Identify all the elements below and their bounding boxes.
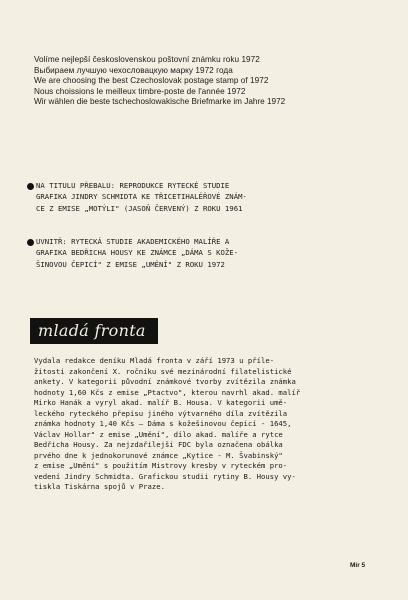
bullet-cover [36, 180, 372, 214]
intro-line-french: Nous choissions le meilleux timbre-poste de l'année 1972 [34, 86, 246, 96]
intro-line-german: Wir wählen die beste tschechoslowakische Briefmarke im Jahre 1972 [34, 97, 286, 107]
print-code: Mir 5 [350, 562, 366, 569]
body-line: Vydala redakce deníku Mladá fronta v září 1973 u příle- [34, 356, 275, 365]
body-line: známka hodnoty 1,40 Kčs — Dáma s kožešinovou čepicí - 1645, [34, 419, 292, 428]
body-line: z emise „Umění" s použitím Mistrovy kresby v ryteckém pro- [34, 461, 288, 470]
body-line: Mirko Hanák a vyryl akad. malíř B. Housa. V kategorii umě- [34, 398, 288, 407]
bullet-dot-icon [27, 239, 34, 246]
body-line: leckého ryteckého přepisu jiného výtvarného díla zvítězila [34, 408, 288, 418]
body-line: Václav Hollar" z emise „Umění", dílo akad. malíře a rytce [34, 429, 283, 439]
body-line: žitosti zakončení X. ročníku své mezinárodní filatelistické [34, 366, 292, 376]
intro-line-russian: Выбираем лучшую чехословацкую марку 1972 года [34, 65, 233, 75]
body-line: hodnoty 1,60 Kčs z emise „Ptactvo", kterou navrhl akad. malíř [34, 387, 301, 397]
intro-line-czech: Volíme nejlepší československou poštovní známku roku 1972 [34, 55, 260, 64]
bullet-inside-line: ŠINOVOU ČEPICÍ" Z EMISE „UMĚNÍ" Z ROKU 1972 [36, 259, 225, 269]
intro-block [34, 55, 374, 108]
body-line: Bedřicha Housy. Za nejzdařilejší FDC byla označena obálka [34, 440, 283, 449]
bullet-inside-line: UVNITŘ: RYTECKÁ STUDIE AKADEMICKÉHO MALÍŘE A [36, 237, 230, 246]
bullet-inside-line: GRAFIKA BEDŘICHA HOUSY KE ZNÁMCE „DÁMA S KOŽE- [36, 248, 239, 258]
publisher-logo [30, 318, 158, 344]
bullet-cover-line: NA TITULU PŘEBALU: REPRODUKCE RYTECKÉ STUDIE [36, 181, 230, 190]
body-paragraph [34, 356, 374, 493]
bullet-cover-line: GRAFIKA JINDRY SCHMIDTA KE TŘICETIHALÉŘOVÉ ZNÁM- [36, 192, 247, 202]
intro-line-english: We are choosing the best Czechoslovak postage stamp of 1972 [34, 76, 269, 86]
body-line: vedení Jindry Schmidta. Grafickou studii rytiny B. Housy vy- [34, 471, 296, 481]
bullet-cover-line: CE Z EMISE „MOTÝLI" (JASOŇ ČERVENÝ) Z ROKU 1961 [36, 203, 243, 213]
body-line: prvého dne k jednokorunové známce „Kytice - M. Švabinský" [34, 450, 283, 460]
logo-text: mladá fronta [38, 321, 146, 340]
bullet-inside [36, 236, 372, 270]
body-line: ankety. V kategorii původní známkové tvorby zvítězila známka [34, 377, 296, 386]
bullet-dot-icon [27, 183, 34, 190]
body-line: tiskla Tiskárna spojů v Praze. [34, 482, 165, 491]
